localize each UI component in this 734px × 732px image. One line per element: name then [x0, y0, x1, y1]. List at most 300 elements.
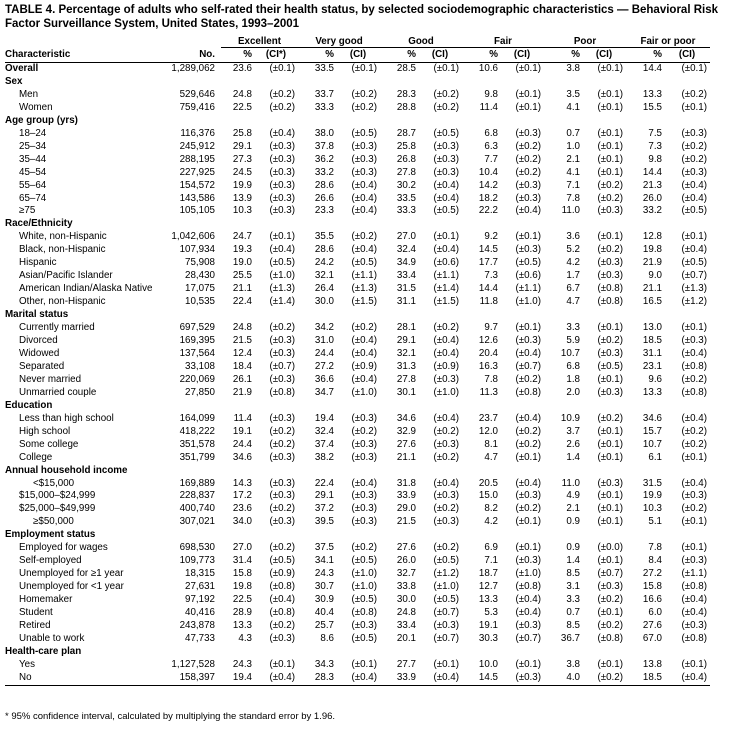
footnote: * 95% confidence interval, calculated by multiplying the standard error by 1.96. [5, 711, 336, 722]
percent-cell: 22.4 [232, 296, 252, 308]
percent-cell: 22.2 [478, 205, 498, 217]
count-cell: 158,397 [156, 672, 221, 685]
percent-cell: 20.5 [478, 477, 498, 489]
table-row [5, 102, 710, 115]
percent-cell: 27.3 [232, 153, 252, 165]
percent-cell: 12.8 [642, 231, 662, 243]
percent-cell: 30.3 [478, 632, 498, 644]
percent-cell: 1.7 [566, 270, 580, 282]
table-row [5, 439, 710, 452]
percent-cell: 33.9 [380, 672, 418, 685]
percent-cell: 8.4 [648, 555, 662, 567]
ci-cell: (±0.4) [515, 594, 541, 606]
percent-cell: 36.6 [314, 373, 334, 385]
percent-cell: 25.8 [232, 127, 252, 139]
table-row [5, 128, 710, 141]
ci-cell: (±0.5) [433, 127, 459, 139]
ci-cell: (±1.2) [681, 296, 707, 308]
ci-cell: (±0.2) [681, 140, 707, 152]
ci-cell: (±0.2) [681, 425, 707, 437]
row-label: No [5, 672, 156, 685]
ci-cell: (±0.3) [433, 490, 459, 502]
ci-cell: (±0.3) [681, 127, 707, 139]
percent-cell: 34.6 [396, 412, 416, 424]
ci-cell: (±0.4) [515, 477, 541, 489]
col-pct: % [626, 48, 664, 63]
ci-cell: (±0.2) [433, 451, 459, 463]
ci-cell: (±0.3) [681, 619, 707, 631]
ci-cell: (±0.2) [597, 179, 623, 191]
ci-cell: (±0.2) [515, 140, 541, 152]
percent-cell: 16.3 [478, 360, 498, 372]
percent-cell: 8.5 [566, 568, 580, 580]
ci-cell: (±0.4) [433, 412, 459, 424]
count-cell: 351,799 [179, 451, 215, 463]
percent-cell: 21.1 [396, 451, 416, 463]
percent-cell: 32.9 [396, 425, 416, 437]
percent-cell: 26.4 [314, 283, 334, 295]
ci-cell: (±0.3) [597, 270, 623, 282]
percent-cell: 25.7 [314, 619, 334, 631]
ci-cell: (±1.4) [433, 283, 459, 295]
percent-cell: 26.8 [396, 153, 416, 165]
percent-cell: 24.4 [314, 347, 334, 359]
ci-cell: (±0.3) [269, 632, 295, 644]
percent-cell: 4.7 [484, 451, 498, 463]
percent-cell: 3.8 [566, 658, 580, 670]
ci-cell: (±0.3) [351, 140, 377, 152]
percent-cell: 30.0 [314, 296, 334, 308]
ci-cell: (±0.4) [433, 335, 459, 347]
table-row [5, 205, 710, 218]
ci-cell: (±0.7) [433, 607, 459, 619]
row-label: $25,000–$49,999 [19, 503, 96, 515]
section-label: Race/Ethnicity [5, 218, 73, 230]
percent-cell: 11.4 [233, 412, 252, 424]
percent-cell: 21.3 [642, 179, 662, 191]
ci-cell: (±0.1) [681, 451, 707, 463]
percent-cell: 7.3 [484, 270, 498, 282]
group-good: Good [380, 36, 462, 48]
percent-cell: 21.1 [232, 283, 252, 295]
ci-cell: (±0.4) [681, 477, 707, 489]
ci-cell: (±0.1) [681, 542, 707, 554]
percent-cell: 24.7 [232, 231, 252, 243]
table-row [5, 387, 710, 400]
ci-cell: (±0.4) [351, 192, 377, 204]
percent-cell: 3.7 [566, 425, 580, 437]
section-header-row [5, 465, 710, 478]
percent-cell: 4.9 [566, 490, 580, 502]
table-row [5, 154, 710, 167]
ci-cell: (±0.1) [597, 438, 623, 450]
ci-cell: (±0.5) [433, 594, 459, 606]
count-cell: 105,105 [179, 205, 215, 217]
ci-cell: (±0.1) [597, 101, 623, 113]
section-label: Annual household income [5, 464, 128, 476]
percent-cell: 33.5 [396, 192, 416, 204]
percent-cell: 14.3 [232, 477, 252, 489]
ci-cell: (±1.0) [433, 386, 459, 398]
percent-cell: 13.3 [478, 594, 498, 606]
ci-cell: (±0.1) [269, 231, 295, 243]
percent-cell: 13.9 [232, 192, 252, 204]
percent-cell: 7.8 [648, 542, 662, 554]
percent-cell: 21.5 [232, 335, 252, 347]
count-cell: 109,773 [179, 555, 215, 567]
row-label: Unemployed for ≥1 year [19, 568, 124, 580]
ci-cell: (±0.0) [597, 542, 623, 554]
ci-cell: (±0.8) [515, 386, 541, 398]
percent-cell: 36.7 [560, 632, 580, 644]
table-row [5, 452, 710, 465]
percent-cell: 14.5 [462, 672, 500, 685]
percent-cell: 26.0 [396, 555, 416, 567]
percent-cell: 5.1 [648, 516, 662, 528]
count-cell: 288,195 [179, 153, 215, 165]
ci-cell: (±0.2) [433, 542, 459, 554]
percent-cell: 14.4 [642, 63, 662, 74]
percent-cell: 33.2 [642, 205, 662, 217]
ci-cell: (±1.0) [351, 386, 377, 398]
percent-cell: 26.0 [642, 192, 662, 204]
percent-cell: 15.8 [642, 581, 662, 593]
percent-cell: 19.4 [314, 412, 334, 424]
table-row [5, 296, 710, 309]
group-fair-or-poor: Fair or poor [626, 36, 710, 48]
ci-cell: (±0.3) [351, 503, 377, 515]
ci-cell: (±0.3) [269, 490, 295, 502]
ci-cell: (±0.7) [269, 360, 295, 372]
row-label: Yes [19, 658, 35, 670]
percent-cell: 37.8 [314, 140, 334, 152]
ci-cell: (±0.3) [681, 166, 707, 178]
ci-cell: (±0.2) [351, 101, 377, 113]
ci-cell: (±1.0) [269, 270, 295, 282]
ci-cell: (±0.2) [515, 425, 541, 437]
ci-cell: (±0.3) [515, 619, 541, 631]
section-header-row [5, 76, 710, 89]
ci-cell: (±0.1) [515, 231, 541, 243]
percent-cell: 4.3 [238, 632, 252, 644]
ci-cell: (±0.3) [515, 335, 541, 347]
percent-cell: 31.5 [642, 477, 662, 489]
ci-cell: (±0.8) [597, 283, 623, 295]
percent-cell: 37.4 [314, 438, 334, 450]
percent-cell: 4.1 [566, 166, 580, 178]
ci-cell: (±1.1) [515, 283, 541, 295]
section-label: Sex [5, 75, 23, 87]
percent-cell: 13.0 [642, 322, 662, 334]
percent-cell: 31.4 [232, 555, 252, 567]
ci-cell: (±0.4) [664, 672, 710, 685]
ci-cell: (±0.3) [681, 335, 707, 347]
ci-cell: (±0.4) [433, 347, 459, 359]
count-cell: 228,837 [179, 490, 215, 502]
ci-cell: (±0.3) [351, 412, 377, 424]
percent-cell: 2.1 [566, 153, 580, 165]
row-label: Employed for wages [19, 542, 108, 554]
ci-cell: (±0.1) [515, 658, 541, 670]
percent-cell: 7.7 [484, 153, 498, 165]
ci-cell: (±0.8) [597, 296, 623, 308]
ci-cell: (±0.2) [433, 503, 459, 515]
percent-cell: 5.2 [566, 244, 580, 256]
percent-cell: 67.0 [642, 632, 662, 644]
percent-cell: 36.2 [314, 153, 334, 165]
percent-cell: 14.5 [478, 244, 498, 256]
ci-cell: (±0.1) [433, 658, 459, 670]
percent-cell: 33.3 [314, 101, 334, 113]
percent-cell: 9.0 [648, 270, 662, 282]
row-label: Self-employed [19, 555, 82, 567]
count-cell: 169,395 [179, 335, 215, 347]
percent-cell: 28.9 [232, 607, 252, 619]
percent-cell: 28.1 [396, 322, 416, 334]
row-label: Hispanic [19, 257, 57, 269]
ci-cell: (±1.5) [433, 296, 459, 308]
ci-cell: (±1.2) [433, 568, 459, 580]
ci-cell: (±0.4) [351, 335, 377, 347]
ci-cell: (±0.7) [597, 568, 623, 580]
percent-cell: 21.1 [642, 283, 662, 295]
percent-cell: 9.7 [484, 322, 498, 334]
percent-cell: 22.5 [232, 594, 252, 606]
percent-cell: 37.2 [314, 503, 334, 515]
percent-cell: 1.8 [566, 373, 580, 385]
ci-cell: (±0.1) [515, 63, 541, 74]
percent-cell: 3.3 [566, 322, 580, 334]
ci-cell: (±0.4) [433, 192, 459, 204]
ci-cell: (±1.5) [351, 296, 377, 308]
ci-cell: (±0.3) [515, 127, 541, 139]
percent-cell: 23.7 [478, 412, 498, 424]
ci-cell: (±0.1) [597, 322, 623, 334]
ci-cell: (±0.5) [433, 205, 459, 217]
ci-cell: (±0.3) [597, 257, 623, 269]
ci-cell: (±0.2) [597, 619, 623, 631]
count-cell: 143,586 [179, 192, 215, 204]
count-cell: 351,578 [179, 438, 215, 450]
percent-cell: 11.0 [561, 205, 580, 217]
section-header-row [5, 529, 710, 542]
count-cell: 28,430 [185, 270, 215, 282]
percent-cell: 33.8 [396, 581, 416, 593]
ci-cell: (±0.8) [351, 607, 377, 619]
table-title: TABLE 4. Percentage of adults who self-rated their health status, by selected sociodemographic characteristics — Behavioral Risk Factor Surveillance System, United States, 1993–2001 [5, 4, 718, 30]
ci-cell: (±0.5) [597, 360, 623, 372]
percent-cell: 34.3 [314, 658, 334, 670]
table-row [5, 620, 710, 633]
percent-cell: 38.0 [314, 127, 334, 139]
count-cell: 243,878 [179, 619, 215, 631]
table-row [5, 63, 710, 76]
ci-cell: (±0.4) [515, 607, 541, 619]
percent-cell: 31.0 [314, 335, 334, 347]
percent-cell: 25.5 [232, 270, 252, 282]
table-row [5, 568, 710, 581]
percent-cell: 37.5 [314, 542, 334, 554]
percent-cell: 28.8 [396, 101, 416, 113]
row-label: Separated [19, 360, 65, 372]
percent-cell: 8.5 [566, 619, 580, 631]
ci-cell: (±0.4) [418, 672, 462, 685]
ci-cell: (±0.3) [515, 490, 541, 502]
percent-cell: 24.8 [232, 88, 252, 100]
percent-cell: 9.8 [484, 88, 498, 100]
ci-cell: (±0.2) [515, 438, 541, 450]
percent-cell: 33.4 [396, 270, 416, 282]
percent-cell: 28.3 [298, 672, 336, 685]
row-label: Black, non-Hispanic [19, 244, 106, 256]
percent-cell: 27.6 [396, 438, 416, 450]
percent-cell: 28.3 [396, 88, 416, 100]
percent-cell: 10.9 [560, 412, 580, 424]
ci-cell: (±0.1) [597, 555, 623, 567]
row-label: Widowed [19, 347, 60, 359]
percent-cell: 24.5 [232, 166, 252, 178]
col-pct: % [221, 48, 254, 63]
ci-cell: (±0.3) [597, 386, 623, 398]
percent-cell: 0.9 [566, 516, 580, 528]
ci-cell: (±1.3) [269, 283, 295, 295]
table-row [5, 581, 710, 594]
ci-cell: (±0.8) [269, 581, 295, 593]
ci-cell: (±0.1) [351, 63, 377, 74]
ci-cell: (±0.3) [269, 166, 295, 178]
percent-cell: 12.6 [478, 335, 498, 347]
percent-cell: 24.3 [314, 568, 334, 580]
count-cell: 75,908 [185, 257, 215, 269]
percent-cell: 18.5 [626, 672, 664, 685]
percent-cell: 12.4 [232, 347, 252, 359]
ci-cell: (±0.7) [515, 360, 541, 372]
percent-cell: 27.0 [232, 542, 252, 554]
percent-cell: 7.8 [484, 373, 498, 385]
ci-cell: (±0.2) [269, 322, 295, 334]
percent-cell: 18.2 [478, 192, 498, 204]
row-label: High school [19, 425, 71, 437]
col-pct: % [380, 48, 418, 63]
row-label: Unmarried couple [19, 386, 97, 398]
percent-cell: 21.9 [642, 257, 662, 269]
percent-cell: 12.7 [478, 581, 498, 593]
ci-cell: (±0.2) [681, 503, 707, 515]
percent-cell: 11.3 [479, 386, 498, 398]
ci-cell: (±0.1) [515, 542, 541, 554]
row-label: Some college [19, 438, 79, 450]
row-label: ≥75 [19, 205, 36, 217]
ci-cell: (±0.2) [681, 373, 707, 385]
row-label: Currently married [19, 322, 95, 334]
ci-cell: (±0.3) [433, 153, 459, 165]
ci-cell: (±0.2) [351, 231, 377, 243]
group-fair: Fair [462, 36, 544, 48]
table-row [5, 672, 710, 685]
count-cell: 107,934 [179, 244, 215, 256]
ci-cell: (±0.8) [681, 581, 707, 593]
group-header-row [5, 36, 710, 48]
ci-cell: (±0.1) [597, 63, 623, 74]
ci-cell: (±0.3) [433, 516, 459, 528]
percent-cell: 0.7 [566, 127, 580, 139]
ci-cell: (±0.2) [681, 88, 707, 100]
percent-cell: 39.5 [314, 516, 334, 528]
table-row [5, 348, 710, 361]
percent-cell: 10.3 [232, 205, 252, 217]
count-cell: 418,222 [179, 425, 215, 437]
count-cell: 220,069 [179, 373, 215, 385]
ci-cell: (±0.2) [351, 322, 377, 334]
table-row [5, 478, 710, 491]
ci-cell: (±0.2) [515, 503, 541, 515]
col-ci: (CI) [500, 48, 544, 63]
ci-cell: (±0.6) [515, 270, 541, 282]
ci-cell: (±0.4) [681, 412, 707, 424]
percent-cell: 14.4 [478, 283, 498, 295]
count-cell: 1,289,062 [171, 63, 215, 74]
ci-cell: (±0.2) [433, 88, 459, 100]
percent-cell: 1.0 [566, 140, 580, 152]
percent-cell: 31.1 [396, 296, 416, 308]
table-row [5, 180, 710, 193]
percent-cell: 28.6 [314, 179, 334, 191]
group-poor: Poor [544, 36, 626, 48]
percent-cell: 26.6 [314, 192, 334, 204]
ci-cell: (±0.3) [597, 347, 623, 359]
row-label: Men [19, 88, 39, 100]
ci-cell: (±0.1) [269, 63, 295, 74]
col-characteristic: Characteristic [5, 48, 156, 63]
percent-cell: 9.6 [648, 373, 662, 385]
percent-cell: 2.0 [566, 386, 580, 398]
percent-cell: 14.2 [478, 179, 498, 191]
count-cell: 164,099 [179, 412, 215, 424]
ci-cell: (±0.3) [269, 477, 295, 489]
row-label: Never married [19, 373, 82, 385]
col-pct: % [298, 48, 336, 63]
ci-cell: (±0.3) [351, 516, 377, 528]
percent-cell: 4.2 [566, 257, 580, 269]
percent-cell: 24.8 [396, 607, 416, 619]
section-header-row [5, 115, 710, 128]
table-row [5, 659, 710, 672]
col-ci: (CI) [664, 48, 710, 63]
percent-cell: 7.3 [648, 140, 662, 152]
ci-cell: (±0.2) [597, 335, 623, 347]
percent-cell: 23.1 [642, 360, 662, 372]
ci-cell: (±0.3) [433, 373, 459, 385]
percent-cell: 30.7 [314, 581, 334, 593]
ci-cell: (±0.4) [681, 244, 707, 256]
count-cell: 400,740 [179, 503, 215, 515]
percent-cell: 24.4 [232, 438, 252, 450]
ci-cell: (±0.1) [681, 658, 707, 670]
count-cell: 116,376 [180, 127, 215, 139]
ci-cell: (±0.8) [269, 386, 295, 398]
ci-cell: (±0.3) [597, 205, 623, 217]
percent-cell: 23.6 [232, 63, 252, 74]
percent-cell: 30.9 [314, 594, 334, 606]
table-row [5, 257, 710, 270]
ci-cell: (±0.3) [681, 555, 707, 567]
table-row [5, 542, 710, 555]
ci-cell: (±0.4) [515, 205, 541, 217]
ci-cell: (±0.5) [351, 257, 377, 269]
col-no: No. [156, 48, 221, 63]
percent-cell: 33.5 [314, 63, 334, 74]
ci-cell: (±0.2) [269, 503, 295, 515]
